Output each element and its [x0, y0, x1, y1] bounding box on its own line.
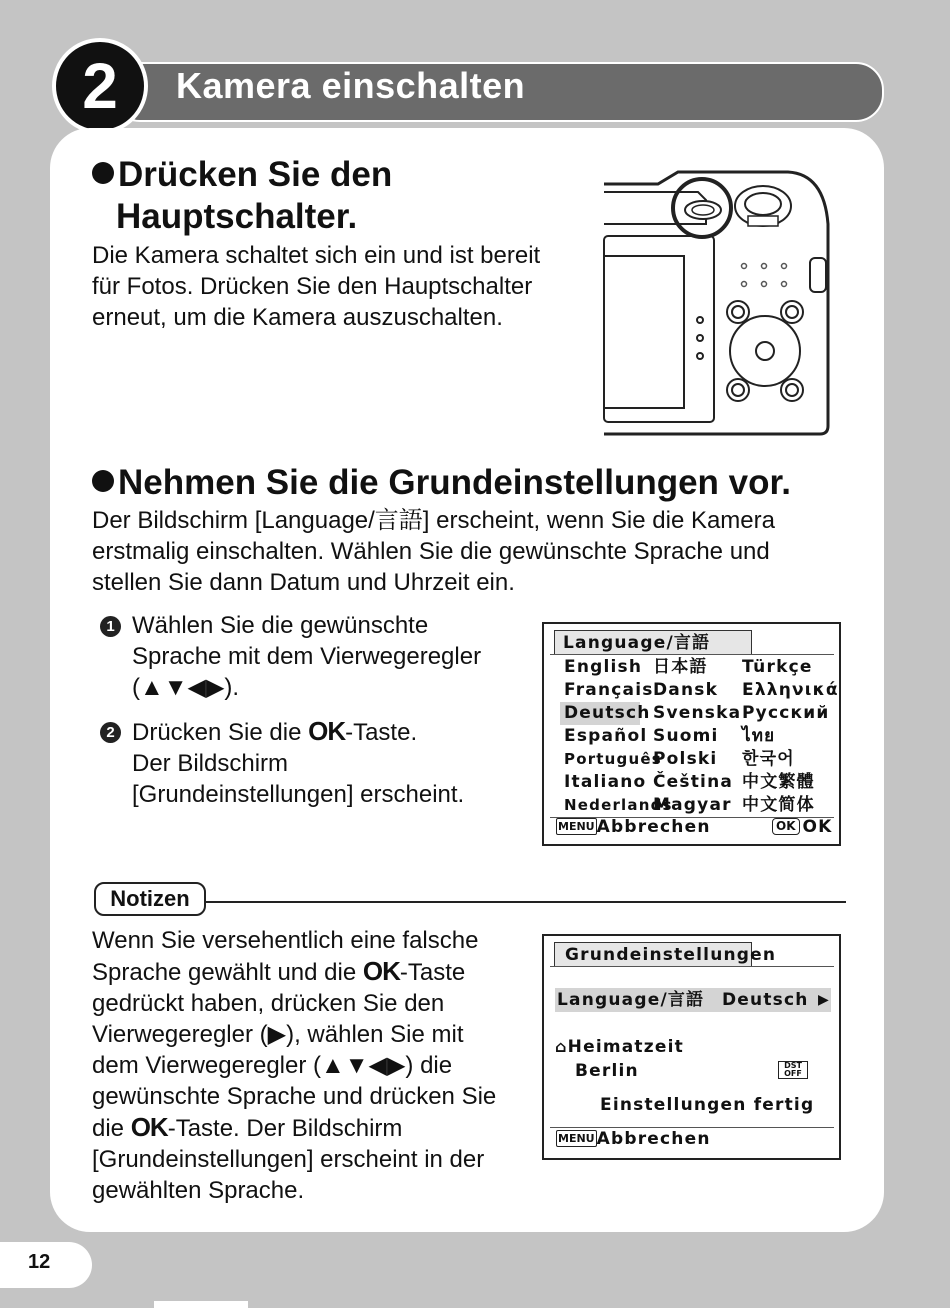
language-option[interactable]: 中文繁體: [742, 772, 815, 792]
language-option[interactable]: Polski: [653, 749, 718, 769]
language-option[interactable]: Svenska: [653, 703, 742, 723]
ok-option[interactable]: OK OK: [772, 815, 833, 839]
language-option[interactable]: Français: [564, 680, 654, 700]
language-option[interactable]: Magyar: [653, 795, 732, 815]
language-screen-title: Language/言語: [554, 630, 752, 655]
chevron-right-icon: ▶: [818, 992, 830, 1008]
section1-body: Die Kamera schaltet sich ein und ist bereit für Fotos. Drücken Sie den Hauptschalter erneut, um die Kamera auszuschalten.: [92, 242, 541, 331]
settings-screen-title: Grundeinstellungen: [554, 942, 752, 967]
language-option[interactable]: 中文简体: [742, 795, 815, 815]
screen-divider: [550, 966, 834, 967]
language-option[interactable]: 日本語: [653, 657, 708, 677]
notes-label: Notizen: [94, 882, 206, 916]
language-option[interactable]: 한국어: [742, 749, 795, 769]
notes-rule: [206, 901, 846, 903]
section1-heading: Drücken Sie den: [92, 154, 392, 196]
page-edge-mark: [154, 1301, 248, 1308]
language-option[interactable]: Suomi: [653, 726, 719, 746]
step-number-badge: 2: [52, 38, 148, 134]
cancel-option[interactable]: MENU Abbrechen: [558, 817, 711, 837]
language-option[interactable]: Ελληνικά: [742, 680, 839, 700]
hometime-label[interactable]: ⌂Heimatzeit: [555, 1037, 684, 1057]
step-2-text: Drücken Sie die OK-Taste. Der Bildschirm [Grundeinstellungen] erscheint.: [132, 716, 465, 808]
menu-key-icon: MENU: [558, 820, 595, 833]
bullet-icon: [92, 162, 114, 184]
language-option[interactable]: Nederlands: [564, 796, 673, 814]
step-1-number: 1: [100, 616, 121, 637]
bullet-icon: [92, 470, 114, 492]
dst-off-icon[interactable]: DST OFF: [778, 1061, 808, 1079]
language-option[interactable]: Русский: [742, 703, 830, 723]
notes-body: Wenn Sie versehentlich eine falsche Sprache gewählt und die OK-Taste gedrückt haben, drücken Sie den Vierwegeregler (▶), wählen Sie mit dem Vierwegeregler (▲▼◀▶) die gewünschte Sprache und drücken Sie die OK-Taste. Der Bildschirm [Grundeinstellungen] erscheint in der gewählten Sprache.: [92, 927, 497, 1204]
section1-heading-line2: Hauptschalter.: [116, 197, 358, 236]
screen-divider: [550, 654, 834, 655]
language-option[interactable]: Čeština: [653, 772, 734, 792]
shutter-button-icon: [735, 186, 791, 226]
hometime-city[interactable]: Berlin: [575, 1061, 639, 1081]
power-button-icon: [685, 201, 721, 219]
home-icon: ⌂: [555, 1037, 568, 1056]
four-way-controller-icon: [727, 301, 803, 401]
ok-button-glyph: OK: [362, 956, 400, 986]
language-setting-row[interactable]: Language/言語 Deutsch ▶: [557, 990, 830, 1010]
camera-back-illustration: [598, 164, 838, 440]
language-option[interactable]: ไทย: [742, 726, 776, 746]
step-1-text: Wählen Sie die gewünschte Sprache mit dem Vierwegeregler (▲▼◀▶).: [132, 612, 482, 701]
section2-heading: Nehmen Sie die Grundeinstellungen vor.: [92, 462, 791, 504]
menu-key-icon: MENU: [558, 1132, 595, 1145]
language-option-selected[interactable]: Deutsch: [560, 702, 640, 725]
cancel-option[interactable]: MENU Abbrechen: [558, 1129, 711, 1149]
finish-settings-option[interactable]: Einstellungen fertig: [600, 1095, 815, 1115]
step-2-number: 2: [100, 722, 121, 743]
language-option[interactable]: Dansk: [653, 680, 719, 700]
page-title: Kamera einschalten: [176, 65, 526, 106]
ok-key-icon: OK: [772, 818, 800, 835]
language-option[interactable]: Türkçe: [742, 657, 813, 677]
ok-button-glyph: OK: [308, 716, 346, 746]
language-option[interactable]: Español: [564, 726, 648, 746]
language-column-3: [742, 656, 839, 817]
section2-body: Der Bildschirm [Language/言語] erscheint, wenn Sie die Kamera erstmalig einschalten. Wählen Sie die gewünschte Sprache und stellen Sie dann Datum und Uhrzeit ein.: [92, 507, 775, 596]
language-option[interactable]: Português: [564, 750, 662, 768]
page-number: 12: [0, 1242, 92, 1288]
language-option[interactable]: Italiano: [564, 772, 647, 792]
language-option[interactable]: English: [564, 657, 643, 677]
language-column-2: [653, 656, 741, 817]
ok-button-glyph: OK: [130, 1112, 168, 1142]
